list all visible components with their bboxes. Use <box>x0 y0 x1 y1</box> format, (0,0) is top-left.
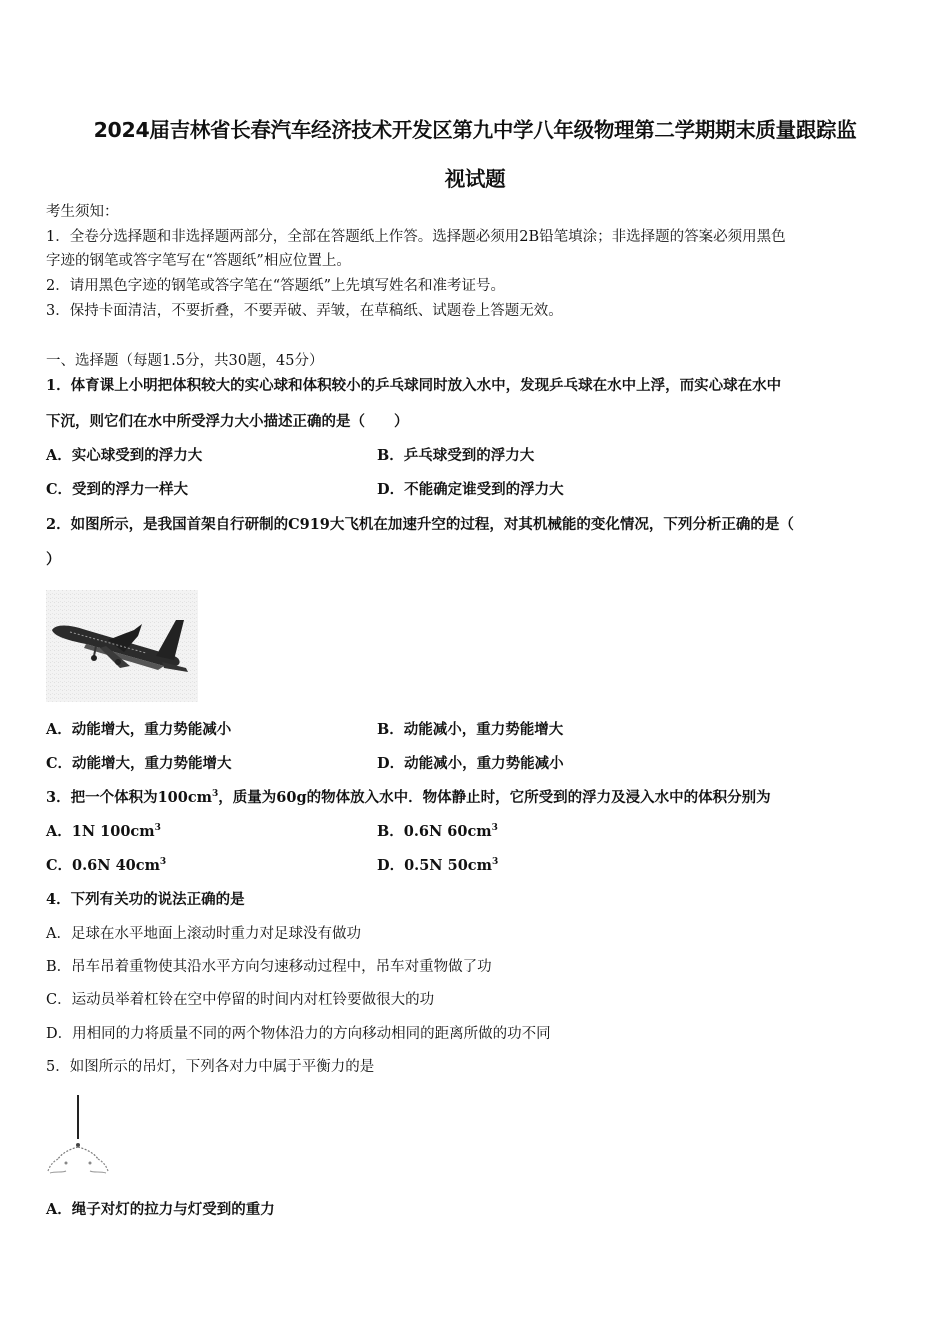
exam-title-line2: 视试题 <box>444 167 506 191</box>
q1-stem-cont: 下沉，则它们在水中所受浮力大小描述正确的是（ ） <box>46 413 409 430</box>
q1-option-b: B．乒乓球受到的浮力大 <box>377 447 535 464</box>
q2-option-d: D．动能减小，重力势能减小 <box>377 755 564 772</box>
q1-stem: 1．体育课上小明把体积较大的实心球和体积较小的乒乓球同时放入水中，发现乒乓球在水中上浮，而实心球在水中 <box>46 377 782 394</box>
q3-option-a <box>46 822 161 842</box>
exam-title-line1: 2024届吉林省长春汽车经济技术开发区第九中学八年级物理第二学期期末质量跟踪监 <box>93 118 857 142</box>
q4-option-c: C．运动员举着杠铃在空中停留的时间内对杠铃要做很大的功 <box>46 992 435 1008</box>
q4-option-b: B．吊车吊着重物使其沿水平方向匀速移动过程中，吊车对重物做了功 <box>46 959 492 975</box>
q1-option-a: A．实心球受到的浮力大 <box>46 447 203 464</box>
airplane-icon <box>46 590 198 702</box>
ceiling-lamp-figure <box>44 1093 112 1185</box>
q2-stem-cont: ） <box>46 551 61 568</box>
notice-item: 3．保持卡面清洁，不要折叠，不要弄破、弄皱，在草稿纸、试题卷上答题无效。 <box>46 303 563 319</box>
q3-option-a-text: A．1N 100cm <box>46 823 155 840</box>
q3-option-d-text: D．0.5N 50cm <box>377 857 492 874</box>
q2-option-c: C．动能增大，重力势能增大 <box>46 755 232 772</box>
q3-option-c-sup: 3 <box>159 857 167 867</box>
q3-option-b <box>377 822 498 842</box>
q2-option-a: A．动能增大，重力势能减小 <box>46 721 232 738</box>
q3-option-b-sup: 3 <box>491 823 498 833</box>
q3-option-a-sup: 3 <box>154 823 161 833</box>
q4-stem: 4．下列有关功的说法正确的是 <box>46 891 245 908</box>
notice-item: 字迹的钢笔或答字笔写在“答题纸”相应位置上。 <box>46 253 351 269</box>
q3-stem-unit-sup: 3 <box>212 789 219 799</box>
notice-heading: 考生须知： <box>46 204 119 220</box>
q1-option-c: C．受到的浮力一样大 <box>46 481 189 498</box>
q3-stem-start: 3．把一个体积为100cm <box>46 789 213 806</box>
airplane-figure <box>46 590 198 702</box>
chandelier-icon <box>44 1093 112 1185</box>
q3-option-d-sup: 3 <box>491 857 499 867</box>
q4-option-d: D．用相同的力将质量不同的两个物体沿力的方向移动相同的距离所做的功不同 <box>46 1026 551 1042</box>
q5-option-a: A．绳子对灯的拉力与灯受到的重力 <box>46 1201 275 1218</box>
q3-option-c-text: C．0.6N 40cm <box>46 857 160 874</box>
q3-option-c <box>46 856 166 876</box>
notice-item: 2．请用黑色字迹的钢笔或答字笔在“答题纸”上先填写姓名和准考证号。 <box>46 278 506 294</box>
q2-stem: 2．如图所示，是我国首架自行研制的C919大飞机在加速升空的过程，对其机械能的变化情况，下列分析正确的是（ <box>46 516 794 533</box>
q3-stem-end: ，质量为60g的物体放入水中．物体静止时，它所受到的浮力及浸入水中的体积分别为 <box>218 789 771 806</box>
q2-option-b: B．动能减小，重力势能增大 <box>377 721 564 738</box>
section-heading: 一、选择题（每题1.5分，共30题，45分） <box>46 353 324 369</box>
q3-stem <box>46 788 771 808</box>
q3-option-d <box>377 856 498 876</box>
notice-item: 1．全卷分选择题和非选择题两部分，全部在答题纸上作答。选择题必须用2B铅笔填涂；非选择题的答案必须用黑色 <box>46 229 786 245</box>
q1-option-d: D．不能确定谁受到的浮力大 <box>377 481 564 498</box>
q4-option-a: A．足球在水平地面上滚动时重力对足球没有做功 <box>46 926 361 942</box>
q3-option-b-text: B．0.6N 60cm <box>377 823 492 840</box>
q5-stem: 5．如图所示的吊灯，下列各对力中属于平衡力的是 <box>46 1059 375 1075</box>
